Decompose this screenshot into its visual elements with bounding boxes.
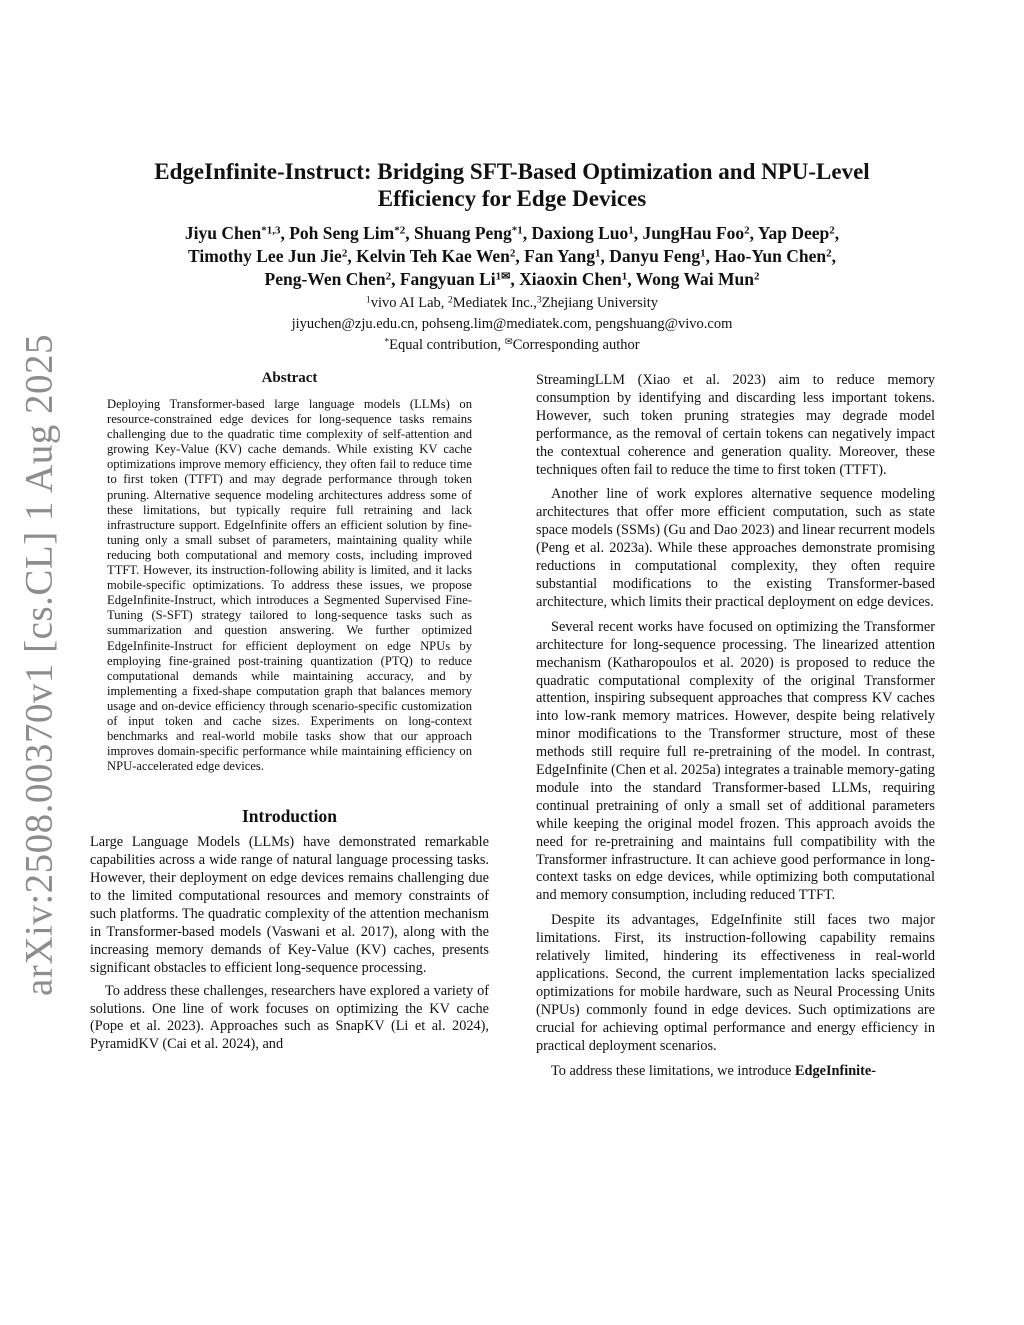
introduction-heading: Introduction <box>242 806 337 827</box>
author-affiliation-mark: *1,3 <box>261 224 281 237</box>
author-separator: , <box>510 269 520 289</box>
author-affiliation-mark: *1 <box>511 224 523 237</box>
affiliation-mark: 2 <box>448 295 453 306</box>
author-affiliation-mark: 1 <box>628 224 634 237</box>
intro-paragraph: To address these challenges, researchers have explored a variety of solutions. One line of work focuses on optimizing the KV cache (Pope et al. 2023). Approaches such as SnapKV (Li et al. 2024), PyramidKV (Cai et al. 2024), and <box>90 982 489 1053</box>
abstract-heading: Abstract <box>261 370 318 386</box>
author-affiliation-mark: 1 <box>621 270 628 283</box>
author-separator: , <box>391 269 400 289</box>
author-separator: , <box>600 246 610 266</box>
title-line-2: Efficiency for Edge Devices <box>377 186 647 211</box>
affiliation-mark: 1 <box>365 295 371 306</box>
author-separator: , <box>831 246 836 266</box>
author-affiliation-mark: 2 <box>829 224 835 237</box>
affiliations <box>90 294 934 312</box>
author-separator: , <box>515 246 525 266</box>
corresponding-author-note: Corresponding author <box>512 337 640 353</box>
affiliation-name: Zhejiang University <box>541 295 659 311</box>
author-name: Jiyu Chen <box>184 223 262 243</box>
author-separator: , <box>633 223 643 243</box>
author-separator: , <box>280 223 290 243</box>
author-affiliation-mark: 1 <box>700 247 706 260</box>
body-paragraph: Despite its advantages, EdgeInfinite still faces two major limitations. First, its instruction-following capability remains relatively limited, hindering its effectiveness in real-world applications. Second, the current implementation lacks specialized optimizations for mobile hardware, such as Neural Processing Units (NPUs) commonly found in edge devices. Such optimizations are crucial for achieving optimal performance and energy efficiency in practical deployment scenarios. <box>536 912 935 1054</box>
author-separator: , <box>834 223 840 243</box>
affiliation-name: Mediatek Inc., <box>452 295 537 311</box>
arxiv-identifier-text: arXiv:2508.00370v1 [cs.CL] 1 Aug 2025 <box>17 334 61 996</box>
body-paragraph-last <box>536 1063 935 1081</box>
affiliation-name: vivo AI Lab, <box>370 295 449 311</box>
author-affiliation-mark: 2 <box>509 247 516 260</box>
author-name: Hao-Yun Chen <box>714 246 827 266</box>
author-name: Kelvin Teh Kae Wen <box>356 246 510 266</box>
contribution-notes <box>90 336 934 354</box>
intro-paragraph: Large Language Models (LLMs) have demonstrated remarkable capabilities across a wide range of natural language processing tasks. However, their deployment on edge devices remains challenging due to the limited computational resources and memory constraints of such platforms. The quadratic complexity of the attention mechanism in Transformer-based models (Vaswani et al. 2017), along with the increasing memory demands of Key-Value (KV) caches, presents significant obstacles to efficient long-sequence processing. <box>90 834 489 976</box>
author-name: Fangyuan Li <box>399 269 496 289</box>
abstract-text: Deploying Transformer-based large language models (LLMs) on resource-constrained edge devices for long-sequence tasks remains challenging due to the quadratic time complexity of self-attention and growing Key-Value (KV) cache demands. While existing KV cache optimizations improve memory efficiency, they often fail to reduce time to first token (TTFT) and may degrade performance through token pruning. Alternative sequence modeling architectures address some of these limitations, but typically require full retraining and lack infrastructure support. EdgeInfinite offers an efficient solution by fine-tuning only a small subset of parameters, maintaining quality while reducing both computational and memory costs, including improved TTFT. However, its instruction-following ability is limited, and it lacks mobile-specific optimizations. To address these issues, we propose EdgeInfinite-Instruct, which introduces a Segmented Supervised Fine-Tuning (S-SFT) strategy tailored to long-sequence tasks such as summarization and question answering. We further optimized EdgeInfinite-Instruct for efficient deployment on edge NPUs by employing fine-grained post-training quantization (PTQ) to reduce computational demands while maintaining accuracy, and by implementing a fixed-shape computation graph that balances memory usage and on-device efficiency through scenario-specific customization of input token and cache sizes. Experiments on long-context benchmarks and real-world mobile tasks show that our approach improves domain-specific performance while maintaining efficiency on NPU-accelerated edge devices. <box>107 397 472 774</box>
author-affiliation-mark: 2 <box>753 270 760 283</box>
right-column <box>536 372 935 1080</box>
author-affiliation-mark: 2 <box>385 270 392 283</box>
author-name: Poh Seng Lim <box>289 223 395 243</box>
body-paragraph: Several recent works have focused on optimizing the Transformer architecture for long-sequence processing. The linearized attention mechanism (Katharopoulos et al. 2020) is proposed to reduce the quadratic computational complexity of the original Transformer attention, inspiring subsequent approaches that compress KV caches into low-rank memory matrices. However, despite being relatively minor modifications to the Transformer structure, most of these methods still require full re-pretraining of the model. In contrast, EdgeInfinite (Chen et al. 2025a) integrates a trainable memory-gating module into the standard Transformer-based LLMs, requiring continual pretraining of only a small set of additional parameters while keeping the original model frozen. This approach avoids the need for re-pretraining and maintains full compatibility with the Transformer infrastructure. It can achieve good performance in long-context tasks on edge devices, while optimizing both computational and memory consumption, including reduced TTFT. <box>536 618 935 904</box>
author-separator: , <box>705 246 715 266</box>
author-name: Fan Yang <box>524 246 595 266</box>
author-name: JungHau Foo <box>642 223 745 243</box>
author-name: Yap Deep <box>757 223 830 243</box>
body-paragraph: StreamingLLM (Xiao et al. 2023) aim to reduce memory consumption by identifying and discarding less important tokens. However, such token pruning strategies may degrade model performance, as the removal of certain tokens can negatively impact the contextual coherence and generation quality. Moreover, these techniques often fail to reduce the time to first token (TTFT). <box>536 372 935 478</box>
method-name-bold: EdgeInfinite- <box>794 1062 877 1079</box>
author-name: Shuang Peng <box>414 223 512 243</box>
author-separator: , <box>627 269 636 289</box>
author-affiliation-mark: 2 <box>341 247 348 260</box>
left-column <box>90 370 489 1054</box>
author-name: Xiaoxin Chen <box>519 269 622 289</box>
author-separator: , <box>749 223 758 243</box>
last-paragraph-text: To address these limitations, we introduce <box>551 1062 795 1079</box>
author-affiliation-mark: *2 <box>394 224 406 237</box>
author-affiliation-mark: 1 <box>594 247 601 260</box>
author-separator: , <box>347 246 357 266</box>
author-separator: , <box>405 223 415 243</box>
author-separator: , <box>522 223 532 243</box>
author-name: Timothy Lee Jun Jie <box>188 246 342 266</box>
equal-contribution-mark: * <box>384 337 390 348</box>
arxiv-identifier-stamp <box>8 334 70 996</box>
author-affiliation-mark: 2 <box>744 224 750 237</box>
author-name: Daxiong Luo <box>531 223 629 243</box>
author-name: Wong Wai Mun <box>635 269 754 289</box>
affiliation-mark: 3 <box>536 295 542 306</box>
envelope-icon: ✉ <box>504 337 513 348</box>
author-affiliation-mark: 2 <box>826 247 832 260</box>
paper-title <box>90 158 934 212</box>
equal-contribution-note: Equal contribution, <box>389 337 505 353</box>
author-name: Danyu Feng <box>609 246 701 266</box>
body-paragraph: Another line of work explores alternative sequence modeling architectures that offer more efficient computation, such as state space models (SSMs) (Gu and Dao 2023) and linear recurrent models (Peng et al. 2023a). While these approaches demonstrate promising reductions in computational complexity, they often require substantial modifications to the existing Transformer-based architecture, which limits their practical deployment on edge devices. <box>536 486 935 610</box>
title-line-1: EdgeInfinite-Instruct: Bridging SFT-Based Optimization and NPU-Level <box>154 159 870 184</box>
author-name: Peng-Wen Chen <box>264 269 386 289</box>
author-emails: jiyuchen@zju.edu.cn, pohseng.lim@mediatek.com, pengshuang@vivo.com <box>291 316 733 332</box>
author-list <box>90 222 934 291</box>
paper-header <box>90 158 934 354</box>
author-affiliation-mark: 1✉ <box>495 270 511 283</box>
